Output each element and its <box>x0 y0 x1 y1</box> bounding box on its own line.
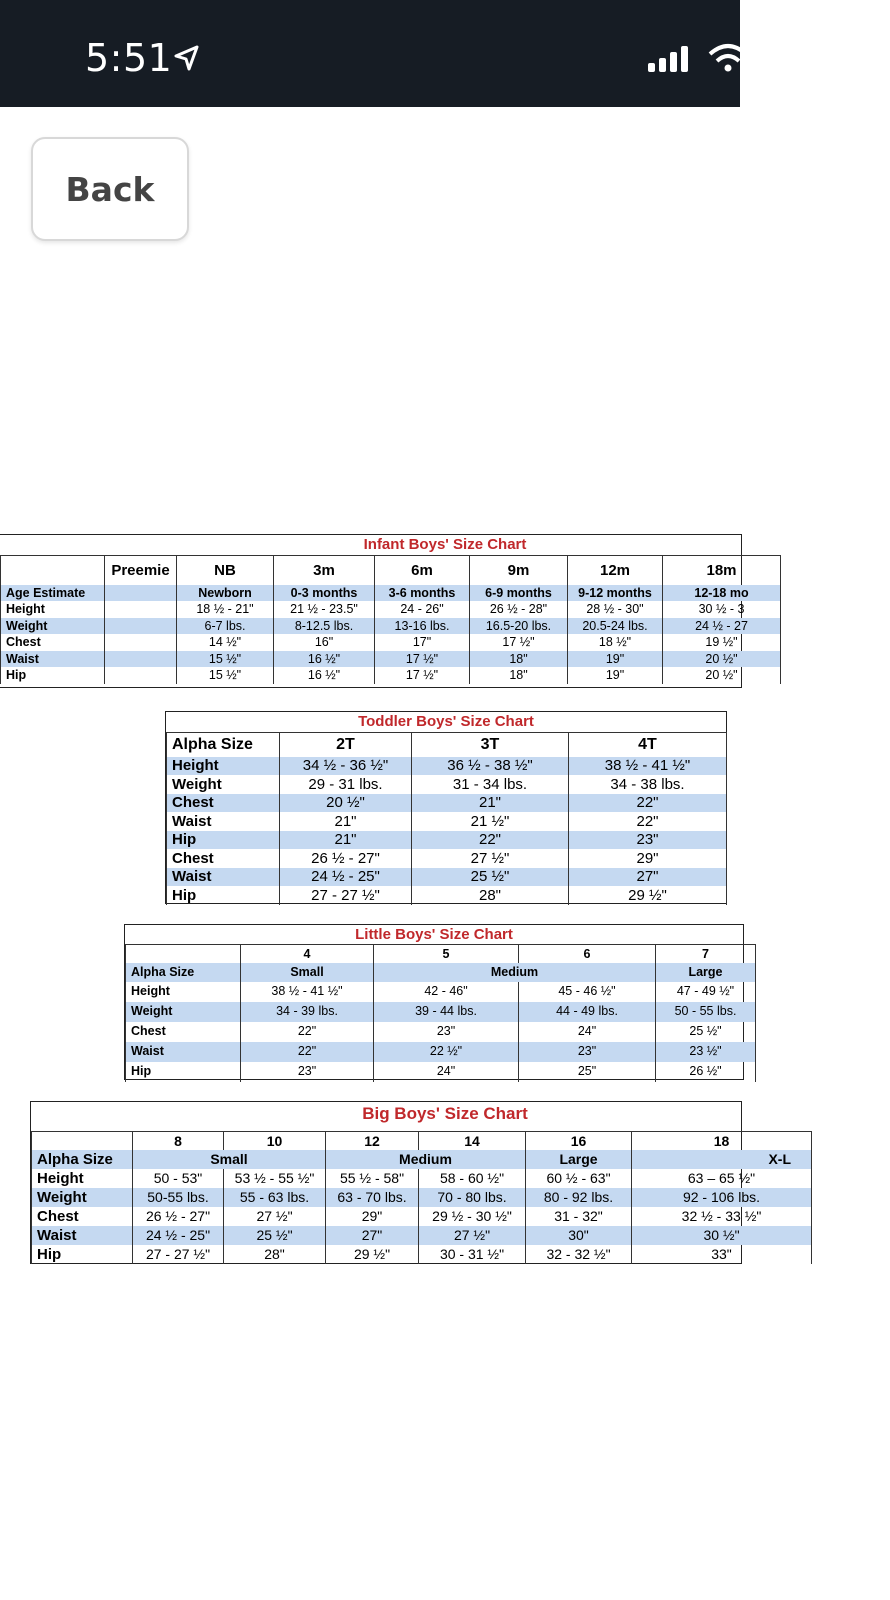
table-cell: 29" <box>569 849 727 868</box>
header-label: Alpha Size <box>126 963 241 982</box>
column-header: 9m <box>470 556 568 585</box>
table-cell: 12-18 mo <box>663 585 781 602</box>
row-label: Chest <box>1 634 105 651</box>
table-cell <box>105 585 177 602</box>
table-cell: 29 ½ - 30 ½" <box>419 1207 526 1226</box>
table-cell: 31 - 32" <box>526 1207 632 1226</box>
table-cell: 47 - 49 ½" <box>656 982 756 1002</box>
table-cell: 29 ½" <box>569 886 727 905</box>
table-cell: 22" <box>569 812 727 831</box>
table-row <box>32 1150 812 1169</box>
table-row <box>1 601 781 618</box>
table-row <box>167 757 727 776</box>
table-cell: 18 ½ - 21" <box>177 601 274 618</box>
table-cell: 63 - 70 lbs. <box>326 1188 419 1207</box>
row-label: Height <box>167 757 280 776</box>
table-cell: 21 ½ - 23.5" <box>274 601 375 618</box>
table-cell: 24 ½ - 25" <box>133 1226 224 1245</box>
table-row <box>167 812 727 831</box>
table-cell: 16 ½" <box>274 651 375 668</box>
row-label: Waist <box>167 812 280 831</box>
table-cell: 18" <box>470 667 568 684</box>
column-header: 12m <box>568 556 663 585</box>
table-cell: 17 ½" <box>375 667 470 684</box>
alpha-header: Small <box>133 1150 326 1169</box>
table-cell: 25 ½" <box>224 1226 326 1245</box>
cellular-signal-icon <box>648 46 692 72</box>
table-cell: 29" <box>326 1207 419 1226</box>
size-header: 18 <box>632 1132 812 1150</box>
row-label: Chest <box>167 794 280 813</box>
table-cell: 20 ½" <box>280 794 412 813</box>
size-header: 14 <box>419 1132 526 1150</box>
table-row <box>126 1062 756 1082</box>
table-cell: 20 ½" <box>663 651 781 668</box>
table-cell: 32 - 32 ½" <box>526 1245 632 1264</box>
table-row <box>32 1245 812 1264</box>
status-time: 5:51 <box>85 36 173 80</box>
table-cell: 21" <box>280 812 412 831</box>
table-cell: 26 ½ - 27" <box>133 1207 224 1226</box>
table-cell <box>105 618 177 635</box>
column-header: 3m <box>274 556 375 585</box>
row-label: Chest <box>32 1207 133 1226</box>
table-cell: 24 ½ - 25" <box>280 868 412 887</box>
infant-size-table <box>0 555 781 684</box>
table-cell: 19 ½" <box>663 634 781 651</box>
table-cell: 24" <box>374 1062 519 1082</box>
table-cell: 28" <box>412 886 569 905</box>
header-label: Alpha Size <box>167 733 280 757</box>
toddler-size-table <box>166 732 727 905</box>
location-arrow-icon <box>173 44 201 72</box>
table-row <box>126 1002 756 1022</box>
big-size-table <box>31 1131 812 1264</box>
table-cell: 50 - 53" <box>133 1169 224 1188</box>
table-cell: 16.5-20 lbs. <box>470 618 568 635</box>
table-row <box>32 1226 812 1245</box>
table-cell: 34 - 38 lbs. <box>569 775 727 794</box>
table-cell: 16 ½" <box>274 667 375 684</box>
infant-chart-title: Infant Boys' Size Chart <box>363 536 527 553</box>
table-row <box>32 1132 812 1150</box>
little-chart-title: Little Boys' Size Chart <box>355 926 513 943</box>
column-header: Preemie <box>105 556 177 585</box>
table-cell: 39 - 44 lbs. <box>374 1002 519 1022</box>
table-cell: 34 - 39 lbs. <box>241 1002 374 1022</box>
table-row <box>167 733 727 757</box>
row-label: Height <box>32 1169 133 1188</box>
table-row <box>167 775 727 794</box>
table-cell <box>105 651 177 668</box>
row-label: Waist <box>167 868 280 887</box>
column-header: 3T <box>412 733 569 757</box>
table-cell: 22" <box>241 1022 374 1042</box>
table-cell: 28 ½ - 30" <box>568 601 663 618</box>
table-cell <box>105 634 177 651</box>
table-cell: 24 - 26" <box>375 601 470 618</box>
size-header: 4 <box>241 945 374 963</box>
table-cell: 23" <box>374 1022 519 1042</box>
table-cell: 17" <box>375 634 470 651</box>
alpha-header: Medium <box>326 1150 526 1169</box>
table-cell: 28" <box>224 1245 326 1264</box>
table-cell: 30 ½" <box>632 1226 812 1245</box>
table-row <box>1 651 781 668</box>
row-label: Hip <box>167 831 280 850</box>
table-cell: 0-3 months <box>274 585 375 602</box>
header-corner-cell <box>32 1132 133 1150</box>
table-cell: 19" <box>568 667 663 684</box>
little-size-table <box>125 944 756 1082</box>
table-cell: 80 - 92 lbs. <box>526 1188 632 1207</box>
table-cell: 18" <box>470 651 568 668</box>
table-cell: 27 ½" <box>419 1226 526 1245</box>
table-row <box>167 831 727 850</box>
row-label: Hip <box>32 1245 133 1264</box>
table-cell: 55 ½ - 58" <box>326 1169 419 1188</box>
header-corner-cell <box>126 945 241 963</box>
row-label: Waist <box>126 1042 241 1062</box>
table-cell: 3-6 months <box>375 585 470 602</box>
table-row <box>1 556 781 585</box>
row-label: Waist <box>32 1226 133 1245</box>
table-cell: 29 - 31 lbs. <box>280 775 412 794</box>
table-cell: 22" <box>412 831 569 850</box>
table-cell <box>105 601 177 618</box>
table-cell: 9-12 months <box>568 585 663 602</box>
table-cell: 38 ½ - 41 ½" <box>569 757 727 776</box>
table-row <box>126 982 756 1002</box>
table-cell: 44 - 49 lbs. <box>519 1002 656 1022</box>
table-cell: 13-16 lbs. <box>375 618 470 635</box>
table-cell: 17 ½" <box>470 634 568 651</box>
table-cell: 8-12.5 lbs. <box>274 618 375 635</box>
table-cell: 34 ½ - 36 ½" <box>280 757 412 776</box>
column-header: NB <box>177 556 274 585</box>
row-label: Weight <box>126 1002 241 1022</box>
table-row <box>1 634 781 651</box>
table-row <box>126 945 756 963</box>
table-cell: 50 - 55 lbs. <box>656 1002 756 1022</box>
table-cell: 27 - 27 ½" <box>280 886 412 905</box>
table-cell: 33" <box>632 1245 812 1264</box>
table-cell: 27" <box>569 868 727 887</box>
table-cell: 23 ½" <box>656 1042 756 1062</box>
column-header: 18m <box>663 556 781 585</box>
table-row <box>167 886 727 905</box>
table-cell: 16" <box>274 634 375 651</box>
row-label: Hip <box>126 1062 241 1082</box>
size-header: 6 <box>519 945 656 963</box>
table-cell: 45 - 46 ½" <box>519 982 656 1002</box>
table-row <box>126 963 756 982</box>
table-cell: 24 ½ - 27 <box>663 618 781 635</box>
row-label: Chest <box>167 849 280 868</box>
table-cell: 26 ½ - 28" <box>470 601 568 618</box>
header-corner-cell <box>1 556 105 585</box>
table-cell: 27 - 27 ½" <box>133 1245 224 1264</box>
table-cell: 15 ½" <box>177 667 274 684</box>
table-cell: 27 ½" <box>224 1207 326 1226</box>
table-cell: 70 - 80 lbs. <box>419 1188 526 1207</box>
row-label: Hip <box>167 886 280 905</box>
column-header: 4T <box>569 733 727 757</box>
row-label: Hip <box>1 667 105 684</box>
table-cell: 23" <box>241 1062 374 1082</box>
alpha-header: Large <box>526 1150 632 1169</box>
column-header: 6m <box>375 556 470 585</box>
column-header: 2T <box>280 733 412 757</box>
alpha-header: Large <box>656 963 756 982</box>
table-cell: 29 ½" <box>326 1245 419 1264</box>
big-chart-title: Big Boys' Size Chart <box>362 1104 528 1123</box>
table-row <box>32 1207 812 1226</box>
size-header: 12 <box>326 1132 419 1150</box>
alpha-header: Medium <box>374 963 656 982</box>
alpha-header: X-L <box>632 1150 812 1169</box>
table-cell: 24" <box>519 1022 656 1042</box>
table-cell <box>105 667 177 684</box>
toddler-chart-title: Toddler Boys' Size Chart <box>358 713 534 730</box>
alpha-header: Small <box>241 963 374 982</box>
row-label: Height <box>126 982 241 1002</box>
table-cell: 6-7 lbs. <box>177 618 274 635</box>
table-cell: 21" <box>280 831 412 850</box>
table-cell: 25" <box>519 1062 656 1082</box>
table-cell: 27 ½" <box>412 849 569 868</box>
table-cell: 19" <box>568 651 663 668</box>
table-cell: 25 ½" <box>412 868 569 887</box>
table-row <box>167 794 727 813</box>
table-cell: 42 - 46" <box>374 982 519 1002</box>
size-header: 7 <box>656 945 756 963</box>
table-cell: 17 ½" <box>375 651 470 668</box>
table-cell: 23" <box>569 831 727 850</box>
table-cell: 31 - 34 lbs. <box>412 775 569 794</box>
table-row <box>126 1022 756 1042</box>
table-cell: 36 ½ - 38 ½" <box>412 757 569 776</box>
table-cell: 15 ½" <box>177 651 274 668</box>
table-cell: Newborn <box>177 585 274 602</box>
table-row <box>167 849 727 868</box>
row-label: Weight <box>1 618 105 635</box>
table-cell: 20.5-24 lbs. <box>568 618 663 635</box>
back-button[interactable]: Back <box>31 137 189 241</box>
table-row <box>1 585 781 602</box>
table-cell: 38 ½ - 41 ½" <box>241 982 374 1002</box>
table-cell: 22" <box>241 1042 374 1062</box>
row-label: Weight <box>32 1188 133 1207</box>
table-row <box>32 1188 812 1207</box>
table-cell: 26 ½ - 27" <box>280 849 412 868</box>
table-cell: 21" <box>412 794 569 813</box>
status-bar <box>0 0 740 107</box>
size-header: 10 <box>224 1132 326 1150</box>
table-cell: 25 ½" <box>656 1022 756 1042</box>
table-cell: 30" <box>526 1226 632 1245</box>
table-cell: 53 ½ - 55 ½" <box>224 1169 326 1188</box>
row-label: Waist <box>1 651 105 668</box>
table-cell: 14 ½" <box>177 634 274 651</box>
size-header: 5 <box>374 945 519 963</box>
table-cell: 30 - 31 ½" <box>419 1245 526 1264</box>
table-cell: 22" <box>569 794 727 813</box>
header-label: Alpha Size <box>32 1150 133 1169</box>
table-row <box>32 1169 812 1188</box>
table-cell: 63 – 65 ½" <box>632 1169 812 1188</box>
table-cell: 60 ½ - 63" <box>526 1169 632 1188</box>
table-cell: 30 ½ - 3 <box>663 601 781 618</box>
table-cell: 6-9 months <box>470 585 568 602</box>
wifi-icon <box>708 42 740 72</box>
table-row <box>1 667 781 684</box>
table-cell: 92 - 106 lbs. <box>632 1188 812 1207</box>
table-row <box>126 1042 756 1062</box>
size-header: 16 <box>526 1132 632 1150</box>
table-cell: 26 ½" <box>656 1062 756 1082</box>
table-row <box>167 868 727 887</box>
row-label: Age Estimate <box>1 585 105 602</box>
table-cell: 55 - 63 lbs. <box>224 1188 326 1207</box>
row-label: Height <box>1 601 105 618</box>
row-label: Chest <box>126 1022 241 1042</box>
table-cell: 22 ½" <box>374 1042 519 1062</box>
row-label: Weight <box>167 775 280 794</box>
size-header: 8 <box>133 1132 224 1150</box>
table-cell: 32 ½ - 33 ½" <box>632 1207 812 1226</box>
table-cell: 20 ½" <box>663 667 781 684</box>
table-row <box>1 618 781 635</box>
table-cell: 18 ½" <box>568 634 663 651</box>
table-cell: 21 ½" <box>412 812 569 831</box>
table-cell: 27" <box>326 1226 419 1245</box>
table-cell: 58 - 60 ½" <box>419 1169 526 1188</box>
table-cell: 50-55 lbs. <box>133 1188 224 1207</box>
table-cell: 23" <box>519 1042 656 1062</box>
